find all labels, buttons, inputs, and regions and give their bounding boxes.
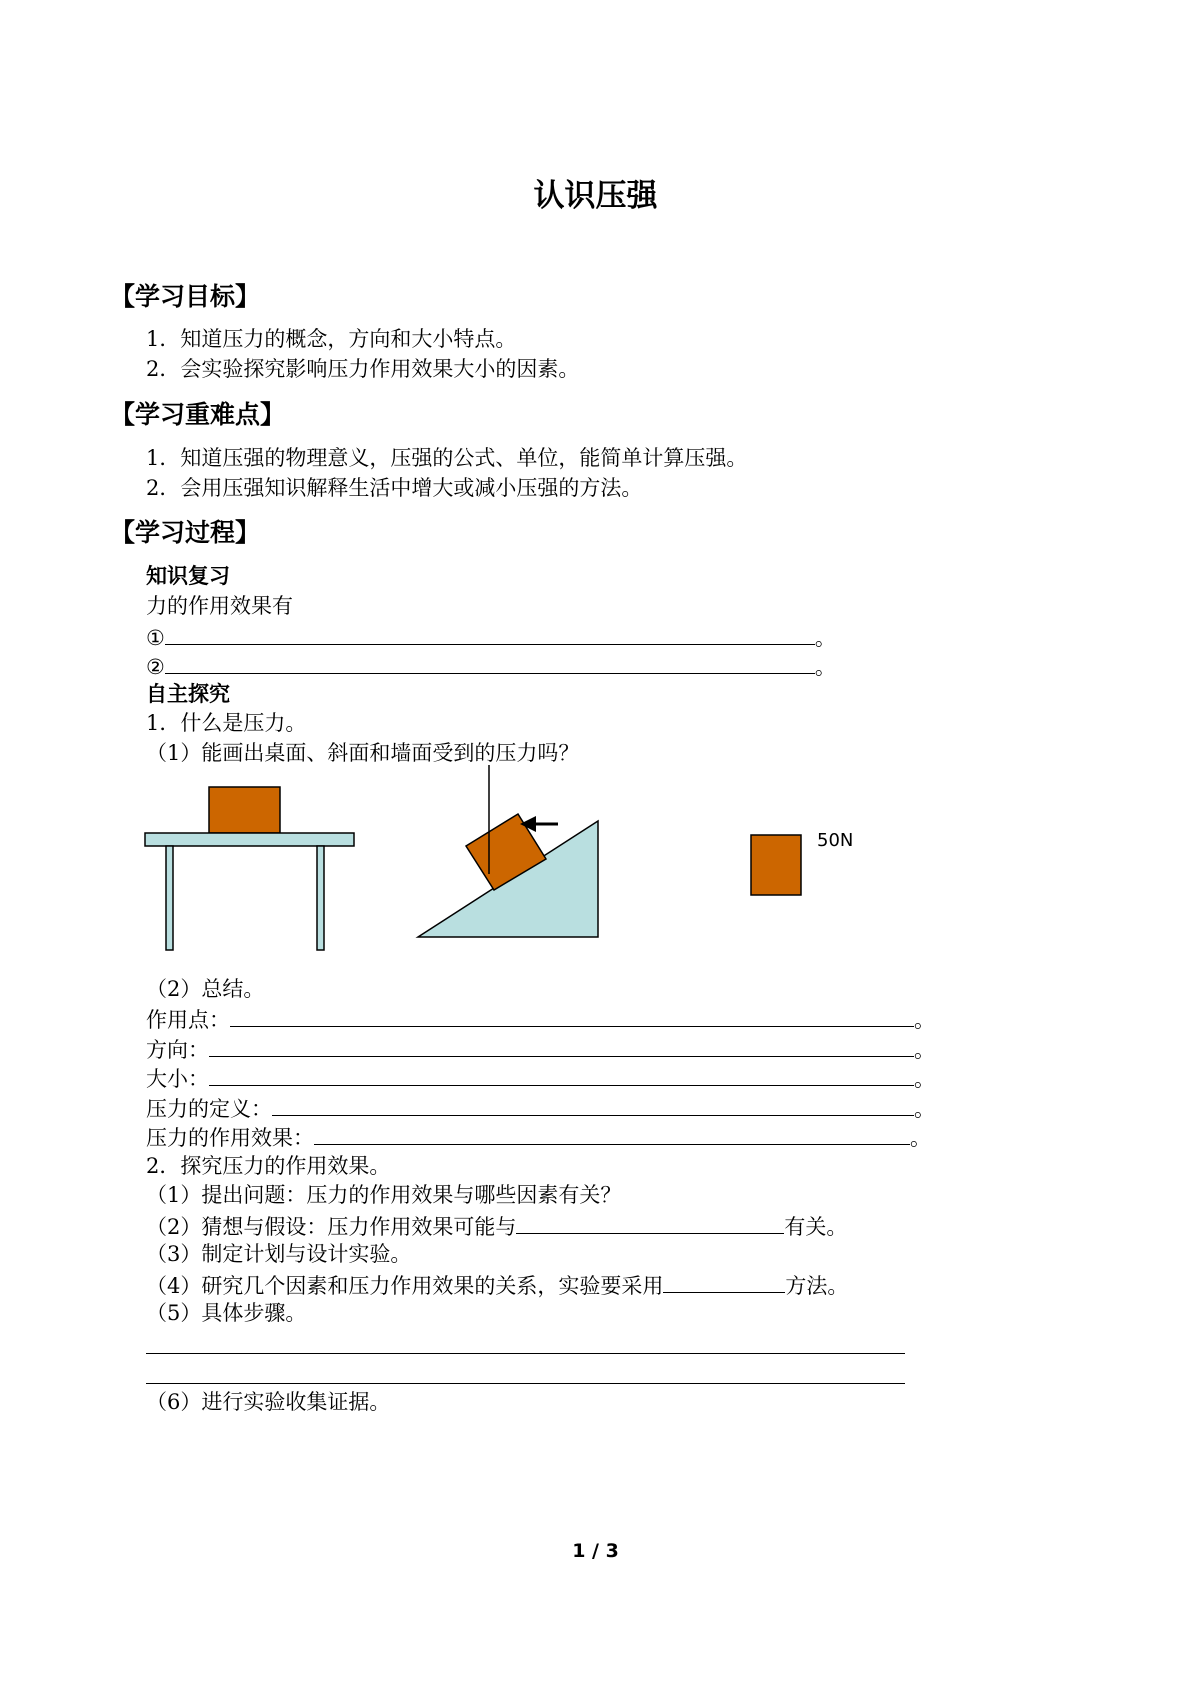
summary-label: 压力的定义： — [146, 1097, 272, 1121]
table-leg-right — [317, 846, 324, 950]
wall-diagram — [751, 835, 801, 895]
subheading-explore: 自主探究 — [146, 682, 230, 706]
blank-end: 。 — [914, 1008, 935, 1032]
page-number: 1 / 3 — [572, 1540, 619, 1562]
review-lead: 力的作用效果有 — [146, 594, 293, 618]
summary-label: 作用点： — [146, 1008, 230, 1032]
blank-end: 。 — [914, 1038, 935, 1062]
answer-blank[interactable] — [209, 1063, 914, 1086]
summary-definition[interactable] — [146, 1093, 935, 1123]
summary-label: 方向： — [146, 1038, 209, 1062]
page-title: 认识压强 — [533, 178, 658, 214]
heading-learning-goals: 【学习目标】 — [110, 282, 261, 311]
blank-marker: ① — [146, 626, 165, 650]
question-1-2: （2）总结。 — [146, 977, 265, 1001]
blank-end: 。 — [914, 1097, 935, 1121]
question-2-2[interactable] — [146, 1211, 847, 1241]
question-text: （4）研究几个因素和压力作用效果的关系，实验要采用 — [146, 1274, 664, 1298]
blank-marker: ② — [146, 655, 165, 679]
goal-item-1: 1．知道压力的概念，方向和大小特点。 — [146, 327, 517, 351]
question-text-end: 方法。 — [785, 1274, 849, 1298]
key-point-item-1: 1．知道压强的物理意义，压强的公式、单位，能简单计算压强。 — [146, 446, 748, 470]
subheading-review: 知识复习 — [146, 564, 230, 588]
goal-item-2: 2．会实验探究影响压力作用效果大小的因素。 — [146, 357, 580, 381]
summary-effect[interactable] — [146, 1122, 931, 1152]
question-2-1: （1）提出问题：压力的作用效果与哪些因素有关？ — [146, 1183, 622, 1207]
question-2-5: （5）具体步骤。 — [146, 1301, 307, 1325]
question-2-3: （3）制定计划与设计实验。 — [146, 1242, 412, 1266]
question-text: （2）猜想与假设：压力作用效果可能与 — [146, 1215, 517, 1239]
answer-blank[interactable] — [314, 1122, 910, 1145]
answer-blank[interactable] — [209, 1034, 914, 1057]
answer-blank[interactable] — [230, 1004, 914, 1027]
steps-answer-line-2[interactable] — [146, 1383, 905, 1384]
force-label-50n: 50N — [817, 830, 854, 851]
slope-diagram — [418, 765, 598, 937]
question-2-6: （6）进行实验收集证据。 — [146, 1390, 391, 1414]
table-leg-left — [166, 846, 173, 950]
summary-point[interactable] — [146, 1004, 936, 1034]
blank-end: 。 — [814, 626, 836, 650]
summary-label: 大小： — [146, 1067, 209, 1091]
summary-label: 压力的作用效果： — [146, 1126, 314, 1150]
heading-learning-process: 【学习过程】 — [110, 518, 261, 547]
answer-blank[interactable] — [272, 1093, 914, 1116]
blank-end: 。 — [814, 655, 836, 679]
answer-blank[interactable] — [663, 1270, 785, 1293]
table-top — [145, 833, 354, 846]
heading-key-points: 【学习重难点】 — [110, 400, 286, 429]
blank-end: 。 — [910, 1126, 931, 1150]
summary-size[interactable] — [146, 1063, 935, 1093]
question-text-end: 有关。 — [784, 1215, 848, 1239]
question-2: 2．探究压力的作用效果。 — [146, 1154, 391, 1178]
question-1-1: （1）能画出桌面、斜面和墙面受到的压力吗？ — [146, 741, 580, 765]
block-on-wall — [751, 835, 801, 895]
table-diagram — [145, 787, 354, 950]
summary-direction[interactable] — [146, 1034, 935, 1064]
steps-answer-line-1[interactable] — [146, 1353, 905, 1354]
block-on-table — [209, 787, 280, 833]
key-point-item-2: 2．会用压强知识解释生活中增大或减小压强的方法。 — [146, 476, 643, 500]
question-2-4[interactable] — [146, 1270, 848, 1300]
blank-end: 。 — [914, 1067, 935, 1091]
question-1: 1．什么是压力。 — [146, 711, 307, 735]
answer-blank[interactable] — [516, 1211, 784, 1234]
